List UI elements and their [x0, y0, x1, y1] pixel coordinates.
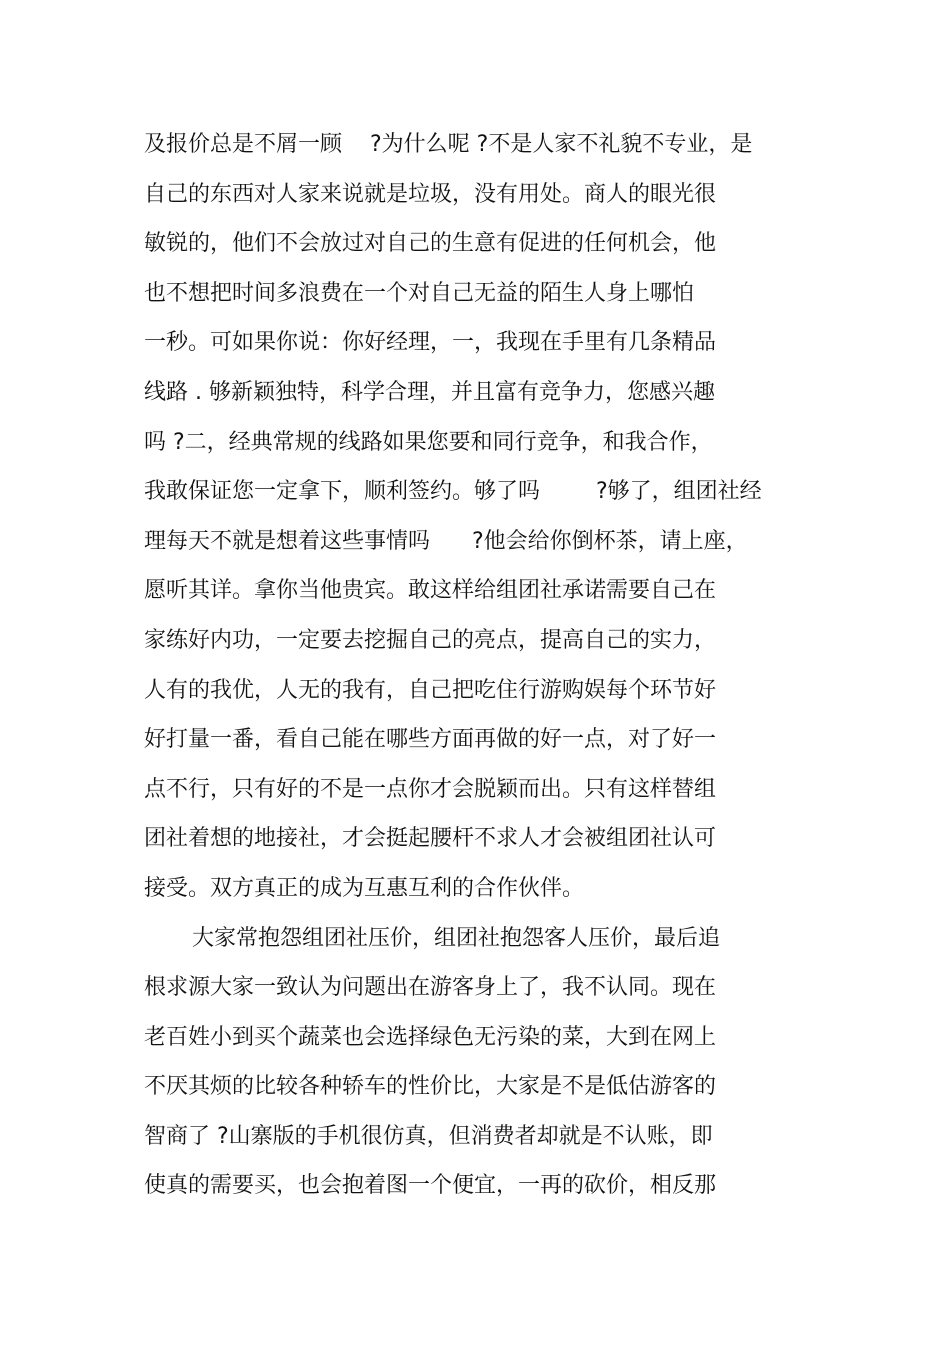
text-line: 不厌其烦的比较各种轿车的性价比，大家是不是低估游客的	[144, 1074, 717, 1100]
text-line: 理每天不就是想着这些事情吗 ?他会给你倒杯茶，请上座，	[144, 528, 748, 554]
text-line: 线路 . 够新颖独特，科学合理，并且富有竞争力，您感兴趣	[144, 379, 715, 405]
text-line: 好打量一番，看自己能在哪些方面再做的好一点，对了好一	[144, 727, 717, 753]
text-line: 吗 ?二，经典常规的线路如果您要和同行竞争，和我合作，	[144, 429, 713, 455]
text-line: 团社着想的地接社，才会挺起腰杆不求人才会被组团社认可	[144, 826, 717, 852]
paragraph-first-line: 大家常抱怨组团社压价，组团社抱怨客人压价，最后追	[192, 925, 721, 951]
body-text	[144, 120, 824, 1211]
text-line: 智商了 ?山寨版的手机很仿真，但消费者却就是不认账，即	[144, 1123, 713, 1149]
text-line: 老百姓小到买个蔬菜也会选择绿色无污染的菜，大到在网上	[144, 1024, 717, 1050]
text-line: 一秒。可如果你说：你好经理，一，我现在手里有几条精品	[144, 330, 717, 356]
text-line: 人有的我优，人无的我有，自己把吃住行游购娱每个环节好	[144, 677, 717, 703]
text-line: 点不行，只有好的不是一点你才会脱颖而出。只有这样替组	[144, 776, 717, 802]
text-line: 敏锐的，他们不会放过对自己的生意有促进的任何机会，他	[144, 231, 717, 257]
text-line: 自己的东西对人家来说就是垃圾，没有用处。商人的眼光很	[144, 181, 717, 207]
text-line: 愿听其详。拿你当他贵宾。敢这样给组团社承诺需要自己在	[144, 578, 717, 604]
text-line: 根求源大家一致认为问题出在游客身上了，我不认同。现在	[144, 975, 717, 1001]
text-line: 接受。双方真正的成为互惠互利的合作伙伴。	[144, 875, 585, 901]
text-line: 使真的需要买，也会抱着图一个便宜，一再的砍价，相反那	[144, 1173, 717, 1199]
text-line: 也不想把时间多浪费在一个对自己无益的陌生人身上哪怕	[144, 280, 695, 306]
text-line: 及报价总是不屑一顾 ?为什么呢 ?不是人家不礼貌不专业，是	[144, 132, 753, 157]
text-line: 我敢保证您一定拿下，顺利签约。够了吗 ?够了，组团社经	[144, 479, 762, 505]
text-line: 家练好内功，一定要去挖掘自己的亮点，提高自己的实力，	[144, 627, 717, 653]
